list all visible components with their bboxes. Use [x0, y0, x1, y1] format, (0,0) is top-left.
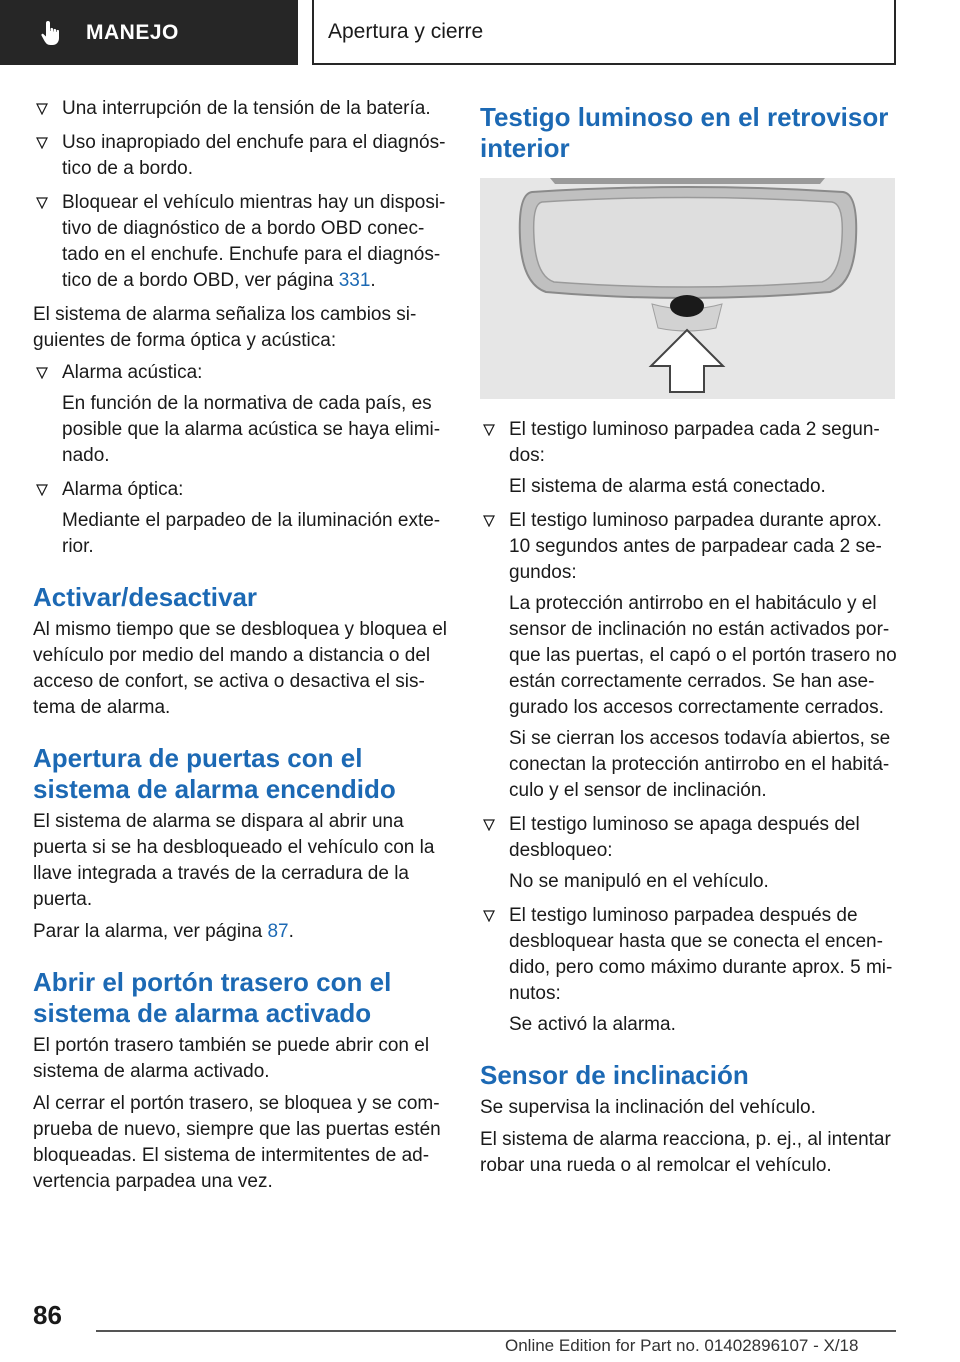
page-link-87[interactable]: 87 — [267, 921, 289, 942]
page-number: 86 — [33, 1300, 62, 1330]
porton-paragraph-1: El portón trasero también se puede abrir con el sistema de alarma activado. — [33, 1035, 430, 1082]
list-item-detail: No se manipuló en el vehículo. — [509, 871, 769, 892]
chapter-title: Apertura y cierre — [328, 19, 484, 43]
list-item-label: Alarma acústica: — [62, 362, 203, 383]
list-item — [480, 812, 898, 895]
list-item-label: Alarma óptica: — [62, 479, 184, 500]
heading-testigo: Testigo luminoso en el retrovisor interior — [480, 102, 889, 163]
left-column — [33, 96, 453, 1201]
heading-activar: Activar/desactivar — [33, 582, 258, 612]
page-link-331[interactable]: 331 — [338, 270, 371, 291]
triangle-bullet-icon — [483, 515, 495, 527]
alarm-intro: El sistema de alarma señaliza los cambios si-guientes de forma óptica y acústica: — [33, 304, 417, 351]
indicator-list — [480, 417, 898, 1038]
list-item-label: El testigo luminoso parpadea durante aprox. 10 segundos antes de parpadear cada 2 se-gundos: — [509, 510, 882, 583]
footer-divider — [96, 1330, 896, 1332]
apertura-paragraph: El sistema de alarma se dispara al abrir una puerta si se ha desbloqueado el vehículo con la llave integrada a través de la cerradura de la puerta. — [33, 811, 435, 910]
list-item — [33, 96, 453, 122]
list-item — [33, 477, 453, 560]
parar-paragraph: Parar la alarma, ver página 87. — [33, 921, 294, 942]
list-item-detail: En función de la normativa de cada país, es posible que la alarma acústica se haya elimi-nado. — [62, 393, 441, 466]
chapter-box — [312, 0, 896, 65]
list-item-text: Bloquear el vehículo mientras hay un disposi-tivo de diagnóstico de a bordo OBD conec-tado en el enchufe. Enchufe para el diagnós-tico de a bordo OBD, ver página — [62, 192, 446, 291]
sensor-paragraph-1: Se supervisa la inclinación del vehículo. — [480, 1097, 816, 1118]
edition-note: Online Edition for Part no. 01402896107 - X/18 — [505, 1336, 859, 1355]
heading-sensor: Sensor de inclinación — [480, 1060, 749, 1090]
cause-list — [33, 96, 453, 294]
heading-porton: Abrir el portón trasero con el sistema de alarma activado — [33, 967, 392, 1028]
alarm-type-list — [33, 360, 453, 560]
list-item-detail: Mediante el parpadeo de la iluminación exte-rior. — [62, 510, 441, 557]
activar-paragraph: Al mismo tiempo que se desbloquea y bloquea el vehículo por medio del mando a distancia o del acceso de confort, se activa o desactiva el sis-tema de alarma. — [33, 619, 448, 718]
triangle-bullet-icon — [483, 910, 495, 922]
porton-paragraph-2: Al cerrar el portón trasero, se bloquea y se com-prueba de nuevo, siempre que las puertas estén bloqueadas. El sistema de intermitentes de ad-vertencia parpadea una vez. — [33, 1093, 441, 1192]
list-item-text: Una interrupción de la tensión de la batería. — [62, 98, 431, 119]
list-item-label: El testigo luminoso parpadea cada 2 segun-dos: — [509, 419, 880, 466]
triangle-bullet-icon — [483, 819, 495, 831]
list-item-detail: Se activó la alarma. — [509, 1014, 676, 1035]
list-item — [480, 508, 898, 804]
list-item — [33, 130, 453, 182]
list-item-text: Uso inapropiado del enchufe para el diagnós-tico de a bordo. — [62, 132, 446, 179]
section-name: MANEJO — [86, 20, 179, 44]
section-tab — [0, 0, 298, 65]
list-item-detail: El sistema de alarma está conectado. — [509, 476, 826, 497]
list-item-detail: La protección antirrobo en el habitáculo y el sensor de inclinación no están activados por-que las puertas, el capó o el portón trasero no están correctamente cerrados. Se han ase-gurado los accesos correctamente cerrados. — [509, 593, 897, 718]
page-header — [0, 0, 960, 68]
heading-apertura: Apertura de puertas con el sistema de alarma encendido — [33, 743, 396, 804]
list-item — [480, 903, 898, 1038]
rearview-mirror-indicator-illustration — [480, 178, 895, 399]
list-item — [480, 417, 898, 500]
hand-pointer-icon — [40, 19, 66, 47]
sensor-paragraph-2: El sistema de alarma reacciona, p. ej., al intentar robar una rueda o al remolcar el vehículo. — [480, 1129, 891, 1176]
list-item-detail: Si se cierran los accesos todavía abiertos, se conectan la protección antirrobo en el habitá-culo y el sensor de inclinación. — [509, 728, 891, 801]
triangle-bullet-icon — [36, 137, 48, 149]
triangle-bullet-icon — [36, 103, 48, 115]
triangle-bullet-icon — [36, 367, 48, 379]
list-item — [33, 360, 453, 469]
list-item-label: El testigo luminoso se apaga después del desbloqueo: — [509, 814, 860, 861]
list-item-label: El testigo luminoso parpadea después de desbloquear hasta que se conecta el encen-dido, pero como máximo durante aprox. 5 mi-nutos: — [509, 905, 893, 1004]
triangle-bullet-icon — [483, 424, 495, 436]
list-item: Bloquear el vehículo mientras hay un disposi-tivo de diagnóstico de a bordo OBD conec-tado en el enchufe. Enchufe para el diagnós-tico de a bordo OBD, ver página 331. — [33, 190, 453, 294]
triangle-bullet-icon — [36, 484, 48, 496]
right-column — [480, 96, 898, 1185]
triangle-bullet-icon — [36, 197, 48, 209]
